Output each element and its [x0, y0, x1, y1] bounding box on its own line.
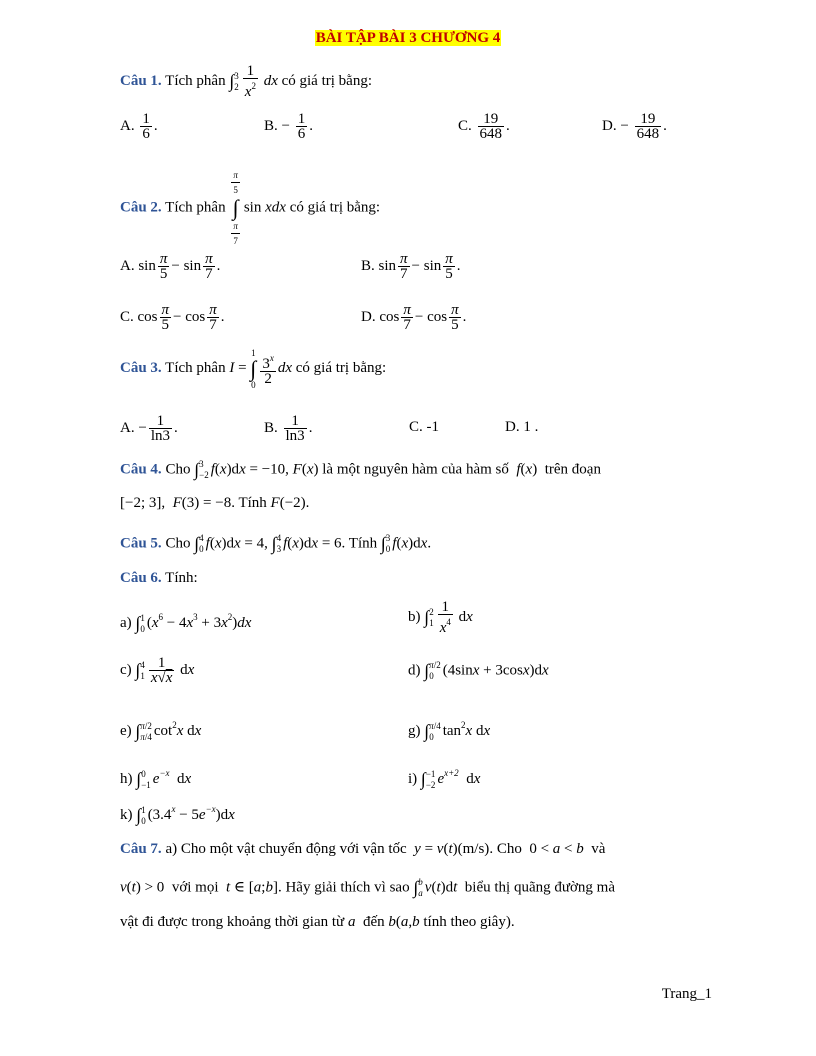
q2-option-d[interactable]: D. cos $\frac{\pi}{7}$ − cos $\frac{\pi}{5}$ .	[361, 302, 467, 333]
q1-option-b[interactable]: B. − $\frac{1}{6}$ .	[264, 111, 313, 142]
question-label: Câu 2.	[120, 199, 162, 216]
q6-part-a: a) ∫1 0 $(x^6 - 4x^3 + 3x^2)dx$	[120, 612, 252, 634]
q1-option-a[interactable]: A. $\frac{1}{6}$ .	[120, 111, 158, 142]
q6-part-e: e) ∫π/2 π/4 $\cot^2x$ dx	[120, 720, 202, 742]
q1-option-d[interactable]: D. − $\frac{19}{648}$ .	[602, 111, 667, 142]
question-3: Câu 3. Tích phân I = 1 ∫ 0 $\frac{3^x}{2}$ dx có giá trị bằng:	[120, 347, 387, 390]
question-4-line2: [−2; 3], F(3) = −8. Tính F(−2).	[120, 495, 310, 511]
question-label: Câu 7.	[120, 841, 162, 857]
q6-part-c: c) ∫4 1 $\frac{1}{x√x}$ dx	[120, 655, 195, 686]
q3-option-b[interactable]: B. $\frac{1}{\ln 3}$ .	[264, 413, 313, 444]
question-6: Câu 6. Tính:	[120, 570, 198, 586]
question-label: Câu 3.	[120, 360, 162, 376]
question-7-line2: v(t) > 0 với mọi t ∈ [a;b]. Hãy giải thích vì sao ∫b a v(t)dt biểu thị quãng đường mà	[120, 877, 616, 898]
question-7-line3: vật đi được trong khoảng thời gian từ a đến b(a,b tính theo giây).	[120, 914, 515, 930]
question-4: Câu 4. Cho ∫3 −2 f(x)dx = −10, F(x) là một nguyên hàm của hàm số f(x) trên đoạn	[120, 459, 601, 480]
question-5: Câu 5. Cho ∫4 0 f(x)dx = 4, ∫4 3 f(x)dx = 6. Tính ∫3 0 f(x)dx.	[120, 533, 432, 554]
q6-part-d: d) ∫π/2 0 (4sinx + 3cosx)dx	[408, 660, 549, 681]
q2-option-a[interactable]: A. sin $\frac{\pi}{5}$ − sin $\frac{\pi}{7}$ .	[120, 251, 221, 282]
q2-option-c[interactable]: C. cos $\frac{\pi}{5}$ − cos $\frac{\pi}{7}$ .	[120, 302, 225, 333]
q3-option-c[interactable]: C. -1	[409, 419, 439, 435]
q1-option-c[interactable]: C. $\frac{19}{648}$ .	[458, 111, 510, 142]
q2-option-b[interactable]: B. sin $\frac{\pi}{7}$ − sin $\frac{\pi}{5}$ .	[361, 251, 461, 282]
question-label: Câu 6.	[120, 570, 162, 586]
page-footer: Trang_1	[661, 986, 712, 1002]
q6-part-i: i) ∫−1 −2 $e^{x+2}$ dx	[408, 768, 481, 790]
question-2: Câu 2. Tích phân $\frac{\pi}{5}$ ∫ $\frac{\pi}{7}$ sin xdx có giá trị bằng:	[120, 170, 381, 246]
question-label: Câu 1.	[120, 72, 162, 89]
q6-part-g: g) ∫π/4 0 $\tan^2x$ dx	[408, 720, 491, 742]
question-label: Câu 4.	[120, 461, 162, 478]
question-label: Câu 5.	[120, 535, 162, 552]
q6-part-b: b) ∫2 1 $\frac{1}{x^4}$ dx	[408, 599, 473, 636]
question-1: Câu 1. Tích phân ∫3 2 $\frac{1}{x^2}$ dx có giá trị bằng:	[120, 63, 372, 100]
page-title: BÀI TẬP BÀI 3 CHƯƠNG 4	[315, 30, 501, 46]
q6-part-h: h) ∫0 −1 $e^{-x}$ dx	[120, 768, 192, 790]
q3-option-d[interactable]: D. 1 .	[505, 419, 539, 435]
question-7: Câu 7. a) Cho một vật chuyển động với vận tốc y = v(t)(m/s). Cho 0 < a < b và	[120, 841, 606, 857]
q6-part-k: k) ∫1 0 $(3.4^x - 5e^{-x})dx$	[120, 804, 235, 826]
q3-option-a[interactable]: A. − $\frac{1}{\ln 3}$ .	[120, 413, 178, 444]
